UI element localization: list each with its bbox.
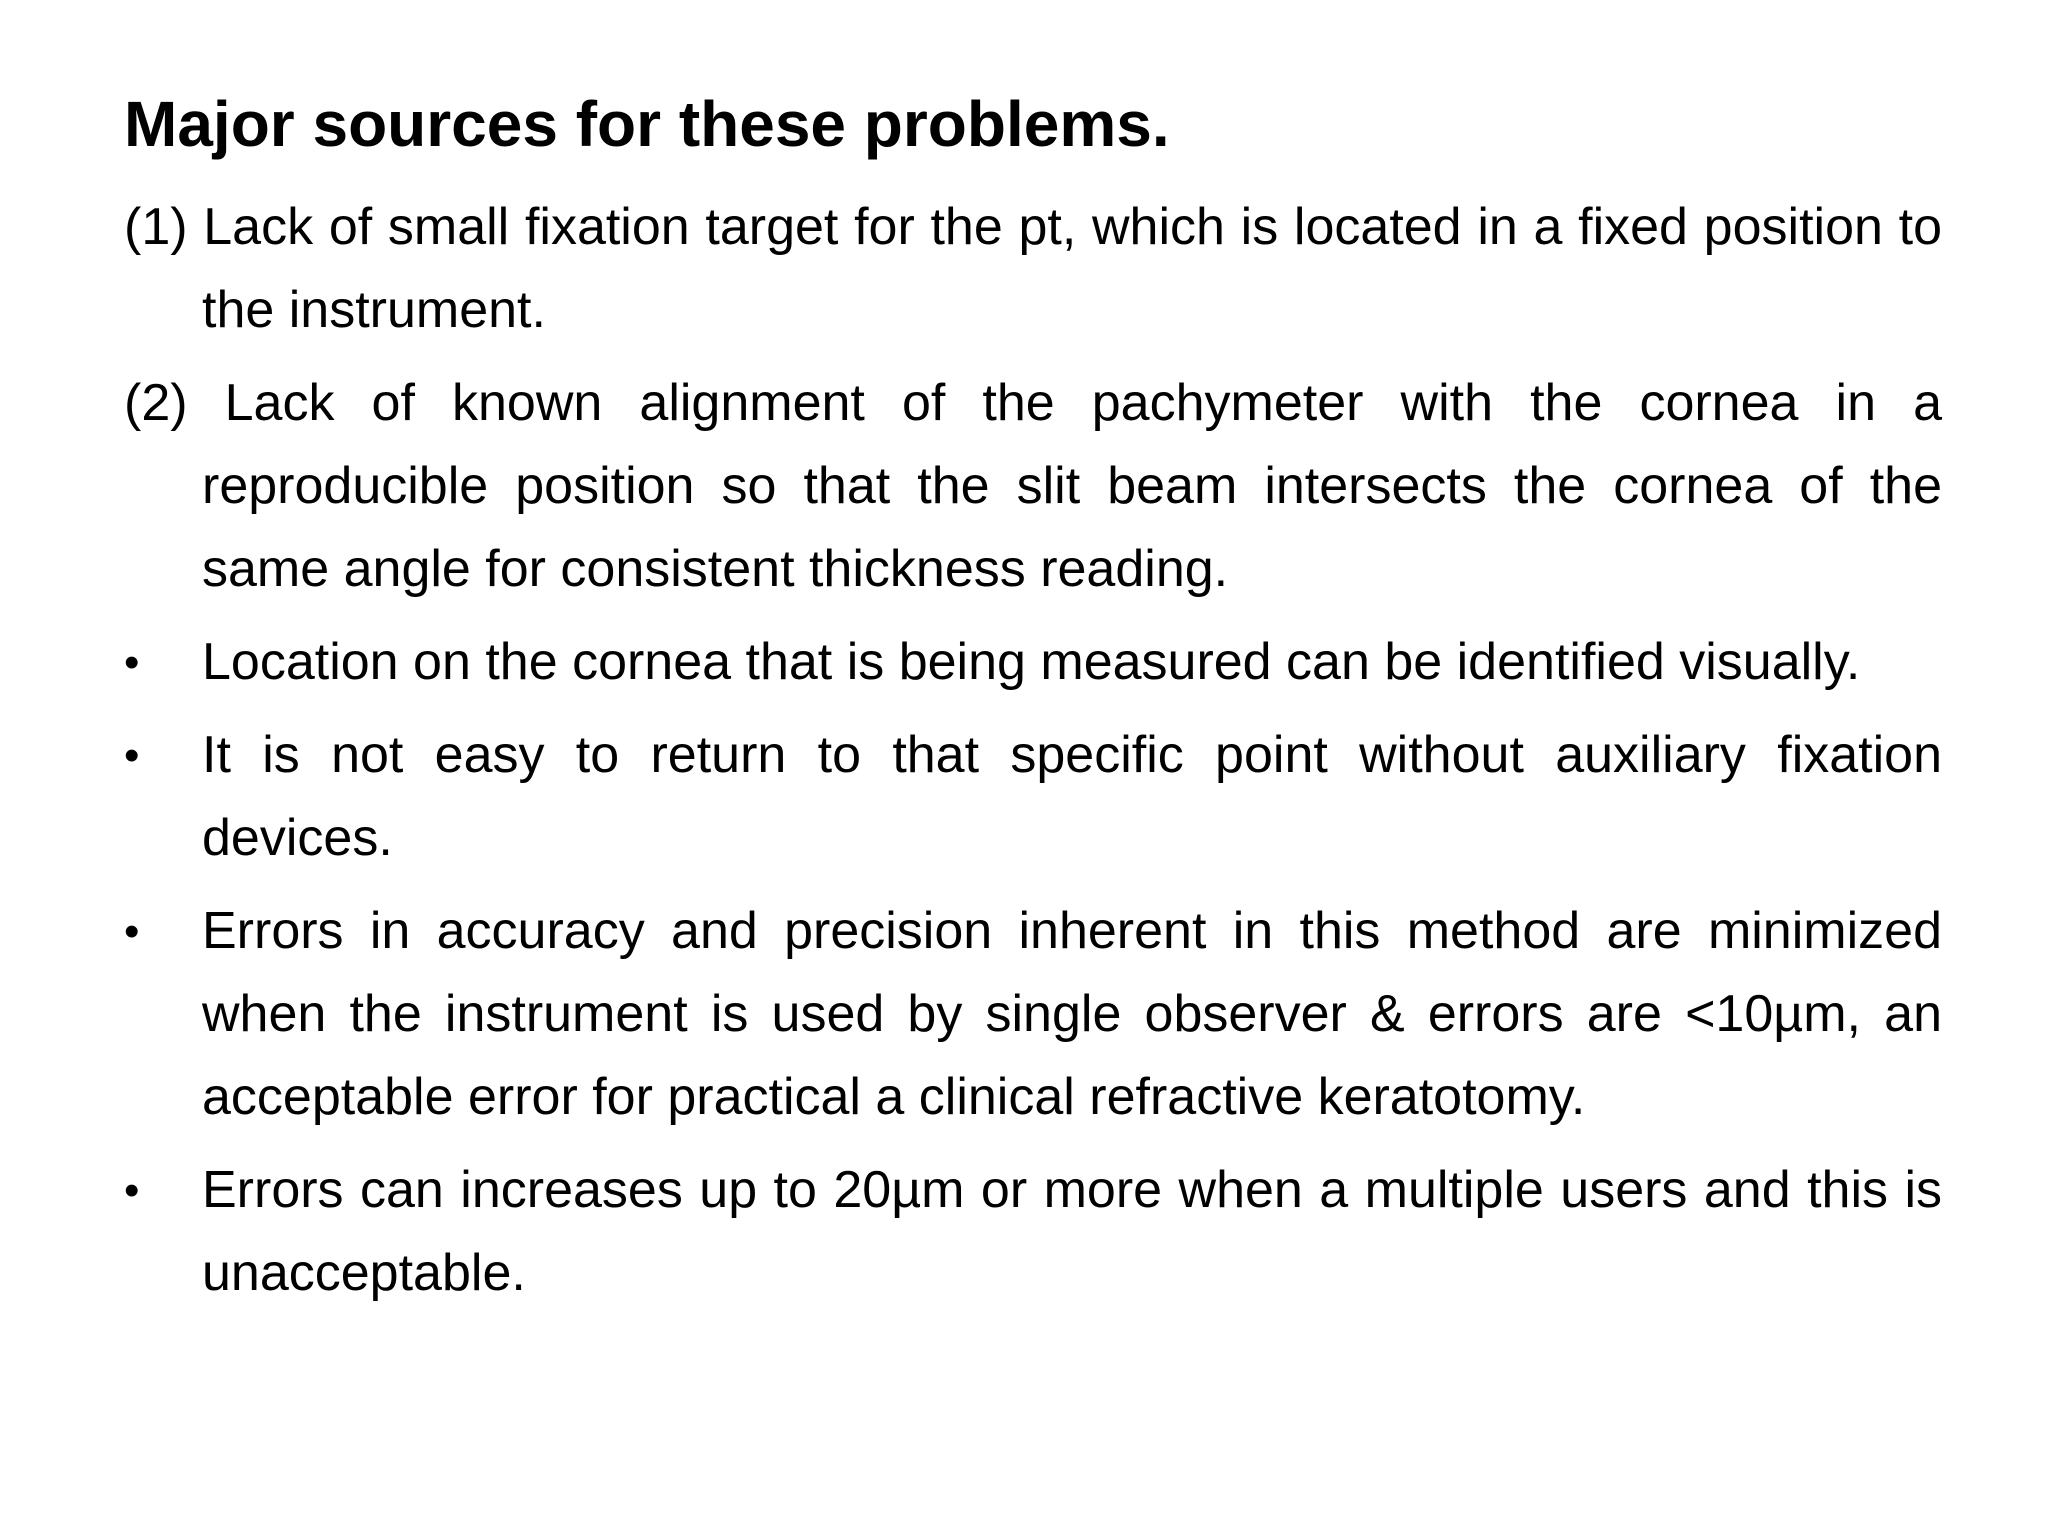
slide-content [124,186,1942,1315]
bullet-item-1 [124,621,1942,704]
bullet-item-3 [124,890,1942,1139]
bullet-marker: • [124,1166,140,1215]
numbered-item-2: (2) Lack of known alignment of the pachymeter with the cornea in a reproducible position so that the slit beam intersects the cornea of the same angle for consistent thickness reading. [124,374,1942,598]
bullet-marker: • [124,907,140,956]
bullet-text: Errors can increases up to 20µm or more when a multiple users and this is unacceptable. [202,1161,1942,1302]
bullet-marker: • [124,638,140,687]
bullet-item-2 [124,714,1942,880]
bullet-text: Errors in accuracy and precision inherent in this method are minimized when the instrument is used by single observer & errors are <10µm, an acceptable error for practical a clinical refractive keratotomy. [202,902,1942,1126]
bullet-item-4 [124,1149,1942,1315]
slide-title: Major sources for these problems. [124,88,1170,160]
bullet-marker: • [124,731,140,780]
numbered-item-1: (1) Lack of small fixation target for the pt, which is located in a fixed position to the instrument. [124,198,1942,339]
bullet-text: It is not easy to return to that specific point without auxiliary fixation devices. [202,726,1942,867]
bullet-text: Location on the cornea that is being measured can be identified visually. [202,633,1861,691]
